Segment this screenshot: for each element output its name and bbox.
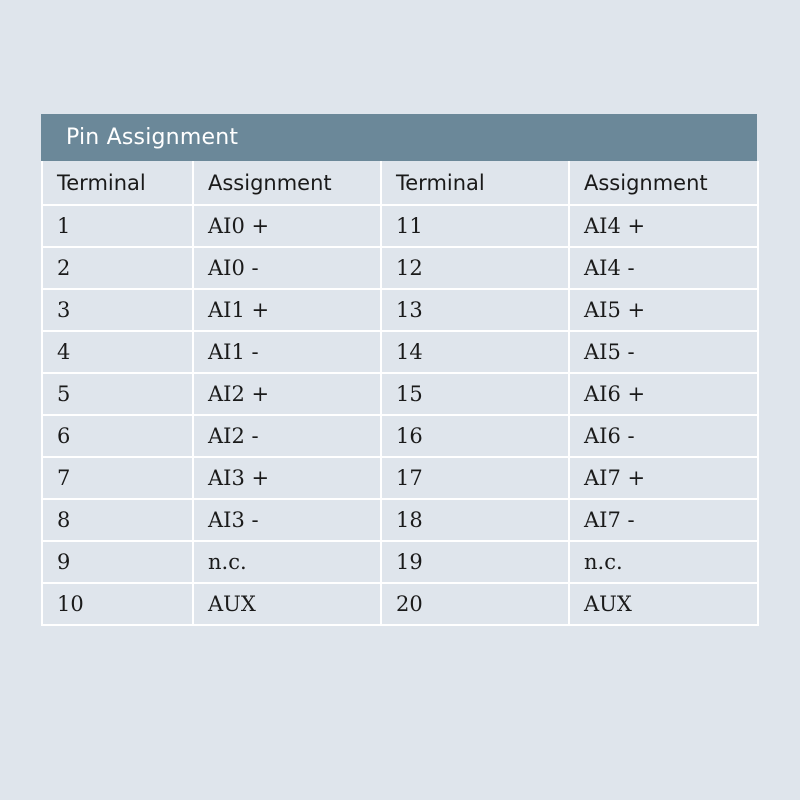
- header-terminal-right: Terminal: [381, 161, 569, 205]
- assignment-cell: AI6 -: [569, 415, 758, 457]
- table-row: [42, 247, 758, 289]
- terminal-cell: 17: [381, 457, 569, 499]
- terminal-cell: 3: [42, 289, 193, 331]
- assignment-cell: AI4 +: [569, 205, 758, 247]
- assignment-cell: AI3 +: [193, 457, 381, 499]
- table-row: [42, 457, 758, 499]
- assignment-cell: AUX: [569, 583, 758, 625]
- header-row: [42, 161, 758, 205]
- terminal-cell: 15: [381, 373, 569, 415]
- assignment-cell: n.c.: [569, 541, 758, 583]
- assignment-cell: AI7 +: [569, 457, 758, 499]
- terminal-cell: 5: [42, 373, 193, 415]
- header-assignment-left: Assignment: [193, 161, 381, 205]
- header-terminal-left: Terminal: [42, 161, 193, 205]
- table-row: [42, 541, 758, 583]
- terminal-cell: 2: [42, 247, 193, 289]
- assignment-cell: AI7 -: [569, 499, 758, 541]
- terminal-cell: 4: [42, 331, 193, 373]
- pin-table: [41, 161, 759, 626]
- terminal-cell: 13: [381, 289, 569, 331]
- assignment-cell: AI5 +: [569, 289, 758, 331]
- terminal-cell: 16: [381, 415, 569, 457]
- header-assignment-right: Assignment: [569, 161, 758, 205]
- assignment-cell: AI3 -: [193, 499, 381, 541]
- assignment-cell: AI5 -: [569, 331, 758, 373]
- assignment-cell: AI4 -: [569, 247, 758, 289]
- table-row: [42, 499, 758, 541]
- assignment-cell: AI6 +: [569, 373, 758, 415]
- table-row: [42, 331, 758, 373]
- table-row: [42, 583, 758, 625]
- assignment-cell: AUX: [193, 583, 381, 625]
- assignment-cell: AI0 -: [193, 247, 381, 289]
- terminal-cell: 18: [381, 499, 569, 541]
- table-row: [42, 415, 758, 457]
- terminal-cell: 1: [42, 205, 193, 247]
- terminal-cell: 6: [42, 415, 193, 457]
- assignment-cell: AI0 +: [193, 205, 381, 247]
- terminal-cell: 11: [381, 205, 569, 247]
- terminal-cell: 12: [381, 247, 569, 289]
- assignment-cell: n.c.: [193, 541, 381, 583]
- table-row: [42, 289, 758, 331]
- assignment-cell: AI2 +: [193, 373, 381, 415]
- terminal-cell: 19: [381, 541, 569, 583]
- terminal-cell: 10: [42, 583, 193, 625]
- pin-assignment-table: [41, 114, 757, 626]
- table-row: [42, 373, 758, 415]
- assignment-cell: AI1 -: [193, 331, 381, 373]
- assignment-cell: AI2 -: [193, 415, 381, 457]
- terminal-cell: 7: [42, 457, 193, 499]
- terminal-cell: 9: [42, 541, 193, 583]
- terminal-cell: 20: [381, 583, 569, 625]
- terminal-cell: 8: [42, 499, 193, 541]
- table-title: Pin Assignment: [41, 114, 757, 161]
- assignment-cell: AI1 +: [193, 289, 381, 331]
- table-row: [42, 205, 758, 247]
- terminal-cell: 14: [381, 331, 569, 373]
